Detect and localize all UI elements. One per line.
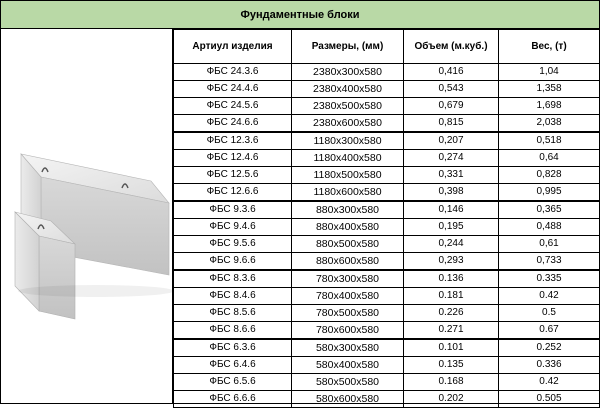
cell-weight: 1,358 [499,81,600,98]
cell-weight: 2,038 [499,115,600,133]
cell-weight: 0,61 [499,236,600,253]
table-row [174,150,600,167]
cell-article: ФБС 12.4.6 [174,150,292,167]
cell-volume: 0,815 [404,115,499,133]
cell-weight: 0,733 [499,253,600,271]
table-row [174,322,600,340]
cell-volume: 0.168 [404,374,499,391]
table-row [174,167,600,184]
table-row [174,288,600,305]
cell-size: 1180x600x580 [292,184,404,202]
table-row [174,374,600,391]
cell-article: ФБС 12.5.6 [174,167,292,184]
table-row [174,184,600,202]
cell-size: 780x600x580 [292,322,404,340]
cell-article: ФБС 6.6.6 [174,391,292,408]
cell-volume: 0.101 [404,339,499,357]
cell-size: 580x500x580 [292,374,404,391]
cell-size: 880x300x580 [292,201,404,219]
cell-article: ФБС 8.3.6 [174,270,292,288]
cell-size: 2380x400x580 [292,81,404,98]
cell-volume: 0.271 [404,322,499,340]
cell-size: 580x400x580 [292,357,404,374]
cell-size: 2380x600x580 [292,115,404,133]
cell-article: ФБС 8.5.6 [174,305,292,322]
cell-size: 880x600x580 [292,253,404,271]
cell-size: 1180x300x580 [292,132,404,150]
cell-weight: 0.67 [499,322,600,340]
cell-volume: 0,195 [404,219,499,236]
cell-weight: 0.42 [499,288,600,305]
table-row [174,219,600,236]
cell-article: ФБС 24.4.6 [174,81,292,98]
table-row [174,201,600,219]
table-body [174,64,600,408]
table-row [174,305,600,322]
cell-volume: 0.202 [404,391,499,408]
cell-weight: 0.5 [499,305,600,322]
table-row [174,98,600,115]
cell-size: 780x500x580 [292,305,404,322]
table-row [174,115,600,133]
cell-size: 880x400x580 [292,219,404,236]
cell-volume: 0.226 [404,305,499,322]
cell-volume: 0,293 [404,253,499,271]
cell-article: ФБС 12.6.6 [174,184,292,202]
cell-weight: 0.252 [499,339,600,357]
cell-article: ФБС 6.4.6 [174,357,292,374]
table-row [174,253,600,271]
cell-size: 580x600x580 [292,391,404,408]
cell-volume: 0,331 [404,167,499,184]
cell-article: ФБС 24.3.6 [174,64,292,81]
concrete-blocks-illustration [1,29,172,403]
cell-article: ФБС 24.5.6 [174,98,292,115]
cell-size: 2380x300x580 [292,64,404,81]
cell-size: 580x300x580 [292,339,404,357]
cell-volume: 0.135 [404,357,499,374]
column-header-volume: Объем (м.куб.) [404,30,499,64]
cell-weight: 0,488 [499,219,600,236]
cell-size: 780x300x580 [292,270,404,288]
table-row [174,357,600,374]
cell-weight: 0.505 [499,391,600,408]
cell-volume: 0,244 [404,236,499,253]
cell-article: ФБС 24.6.6 [174,115,292,133]
cell-weight: 0.335 [499,270,600,288]
cell-volume: 0,146 [404,201,499,219]
table-row [174,81,600,98]
cell-size: 880x500x580 [292,236,404,253]
cell-volume: 0,398 [404,184,499,202]
foundation-blocks-table [173,29,600,408]
cell-weight: 1,698 [499,98,600,115]
cell-weight: 0,64 [499,150,600,167]
table-row [174,270,600,288]
cell-article: ФБС 8.6.6 [174,322,292,340]
cell-article: ФБС 6.5.6 [174,374,292,391]
column-header-weight: Вес, (т) [499,30,600,64]
table-header-row [174,30,600,64]
table-row [174,132,600,150]
column-header-article: Артиул изделия [174,30,292,64]
cell-weight: 1,04 [499,64,600,81]
cell-article: ФБС 8.4.6 [174,288,292,305]
column-header-size: Размеры, (мм) [292,30,404,64]
table-row [174,339,600,357]
cell-volume: 0,207 [404,132,499,150]
cell-article: ФБС 9.5.6 [174,236,292,253]
cell-weight: 0.42 [499,374,600,391]
cell-article: ФБС 9.6.6 [174,253,292,271]
cell-volume: 0.181 [404,288,499,305]
cell-weight: 0,518 [499,132,600,150]
cell-volume: 0,416 [404,64,499,81]
cell-size: 780x400x580 [292,288,404,305]
cell-weight: 0,828 [499,167,600,184]
cell-article: ФБС 9.4.6 [174,219,292,236]
table-row [174,64,600,81]
cell-volume: 0,274 [404,150,499,167]
cell-article: ФБС 6.3.6 [174,339,292,357]
table-row [174,236,600,253]
cell-size: 1180x500x580 [292,167,404,184]
cell-article: ФБС 9.3.6 [174,201,292,219]
cell-size: 1180x400x580 [292,150,404,167]
page-title: Фундаментные блоки [1,1,599,29]
cell-weight: 0,995 [499,184,600,202]
cell-volume: 0,679 [404,98,499,115]
blocks-image-panel [1,29,173,403]
table-row [174,391,600,408]
cell-size: 2380x500x580 [292,98,404,115]
cell-article: ФБС 12.3.6 [174,132,292,150]
cell-weight: 0,365 [499,201,600,219]
cell-volume: 0.136 [404,270,499,288]
cell-volume: 0,543 [404,81,499,98]
cell-weight: 0.336 [499,357,600,374]
